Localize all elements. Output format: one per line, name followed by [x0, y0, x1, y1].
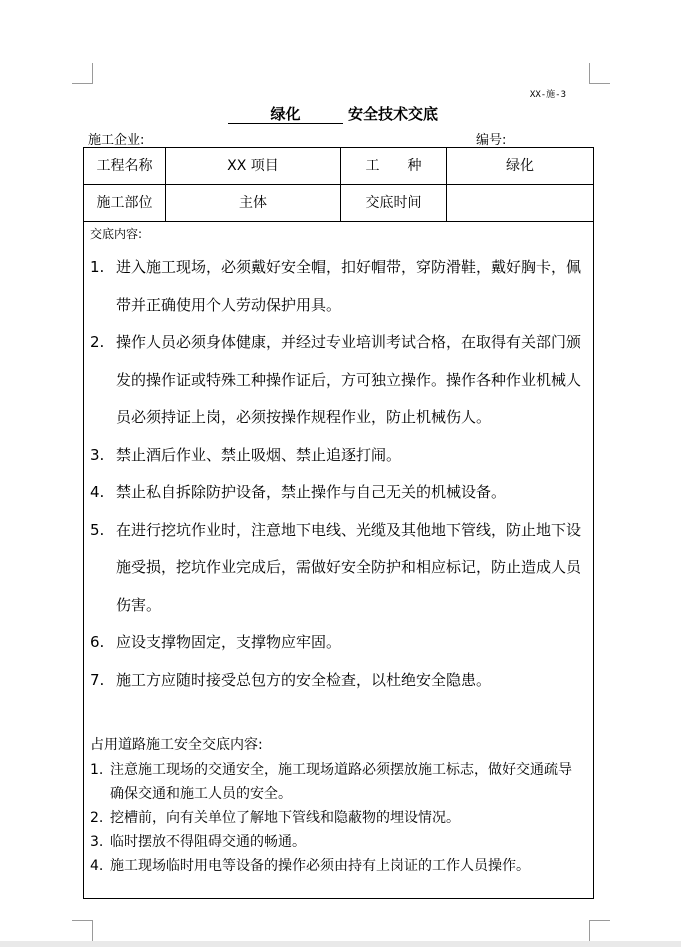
item-number: 5. — [90, 520, 105, 539]
location-label: 施工部位 — [96, 195, 153, 211]
item-number: 1. — [90, 762, 104, 778]
crop-mark-bottom-left — [72, 920, 93, 941]
item-number: 3. — [90, 445, 105, 464]
disclosure-items-list — [90, 249, 585, 699]
item-text: 进入施工现场，必须戴好安全帽，扣好帽带，穿防滑鞋，戴好胸卡，佩带并正确使用个人劳动保护用具。 — [116, 258, 582, 314]
item-number: 4. — [90, 483, 105, 501]
item-text: 注意施工现场的交通安全，施工现场道路必须摆放施工标志，做好交通疏导确保交通和施工人员的安全。 — [110, 762, 572, 802]
company-label: 施工企业: — [88, 133, 145, 148]
project-name-value: XX 项目 — [227, 158, 279, 174]
page-bottom-band — [0, 941, 681, 947]
item-text: 操作人员必须身体健康，并经过专业培训考试合格，在取得有关部门颁发的操作证或特殊工种操作证后，方可独立操作。操作各种作业机械人员必须持证上岗，必须按操作规程作业，防止机械伤人。 — [116, 333, 582, 426]
item-number: 2. — [90, 810, 104, 826]
list-item — [90, 474, 585, 512]
project-name-label: 工程名称 — [96, 158, 153, 174]
title-topic: 绿化 — [228, 103, 343, 124]
work-type-label: 工 种 — [365, 158, 422, 174]
number-label: 编号: — [476, 133, 507, 148]
item-number: 6. — [90, 633, 105, 651]
item-number: 7. — [90, 670, 105, 689]
list-item — [90, 758, 585, 806]
disclosure-form — [83, 147, 594, 899]
list-item — [90, 624, 585, 662]
time-value — [447, 185, 593, 222]
list-item — [90, 249, 585, 324]
work-type-value: 绿化 — [506, 158, 534, 174]
item-text: 在进行挖坑作业时，注意地下电线、光缆及其他地下管线，防止地下设施受损，挖坑作业完成后，需做好安全防护和相应标记，防止造成人员伤害。 — [116, 520, 582, 614]
list-item — [90, 854, 585, 878]
item-text: 施工现场临时用电等设备的操作必须由持有上岗证的工作人员操作。 — [110, 858, 530, 874]
document-code: XX-施-3 — [529, 90, 566, 100]
crop-mark-top-right — [589, 63, 610, 84]
list-item — [90, 806, 585, 830]
item-text: 禁止私自拆除防护设备，禁止操作与自己无关的机械设备。 — [116, 483, 507, 501]
item-number: 3. — [90, 834, 104, 850]
road-section-title: 占用道路施工安全交底内容: — [90, 737, 263, 753]
list-item — [90, 324, 585, 437]
location-value: 主体 — [239, 195, 267, 211]
content-label: 交底内容: — [90, 227, 143, 241]
list-item — [90, 512, 585, 625]
time-label: 交底时间 — [365, 195, 422, 211]
item-text: 施工方应随时接受总包方的安全检查，以杜绝安全隐患。 — [116, 670, 492, 689]
item-text: 挖槽前，向有关单位了解地下管线和隐蔽物的埋设情况。 — [110, 810, 460, 826]
list-item — [90, 437, 585, 475]
item-number: 1. — [90, 258, 105, 276]
item-text: 临时摆放不得阻碍交通的畅通。 — [110, 834, 306, 850]
item-number: 2. — [90, 333, 105, 351]
crop-mark-bottom-right — [589, 920, 610, 941]
title-suffix: 安全技术交底 — [348, 105, 439, 123]
road-items-list — [90, 758, 585, 878]
list-item — [90, 662, 585, 700]
item-text: 禁止酒后作业、禁止吸烟、禁止追逐打闹。 — [116, 445, 402, 464]
item-number: 4. — [90, 858, 104, 874]
crop-mark-top-left — [72, 63, 93, 84]
list-item — [90, 830, 585, 854]
item-text: 应设支撑物固定，支撑物应牢固。 — [116, 633, 342, 651]
